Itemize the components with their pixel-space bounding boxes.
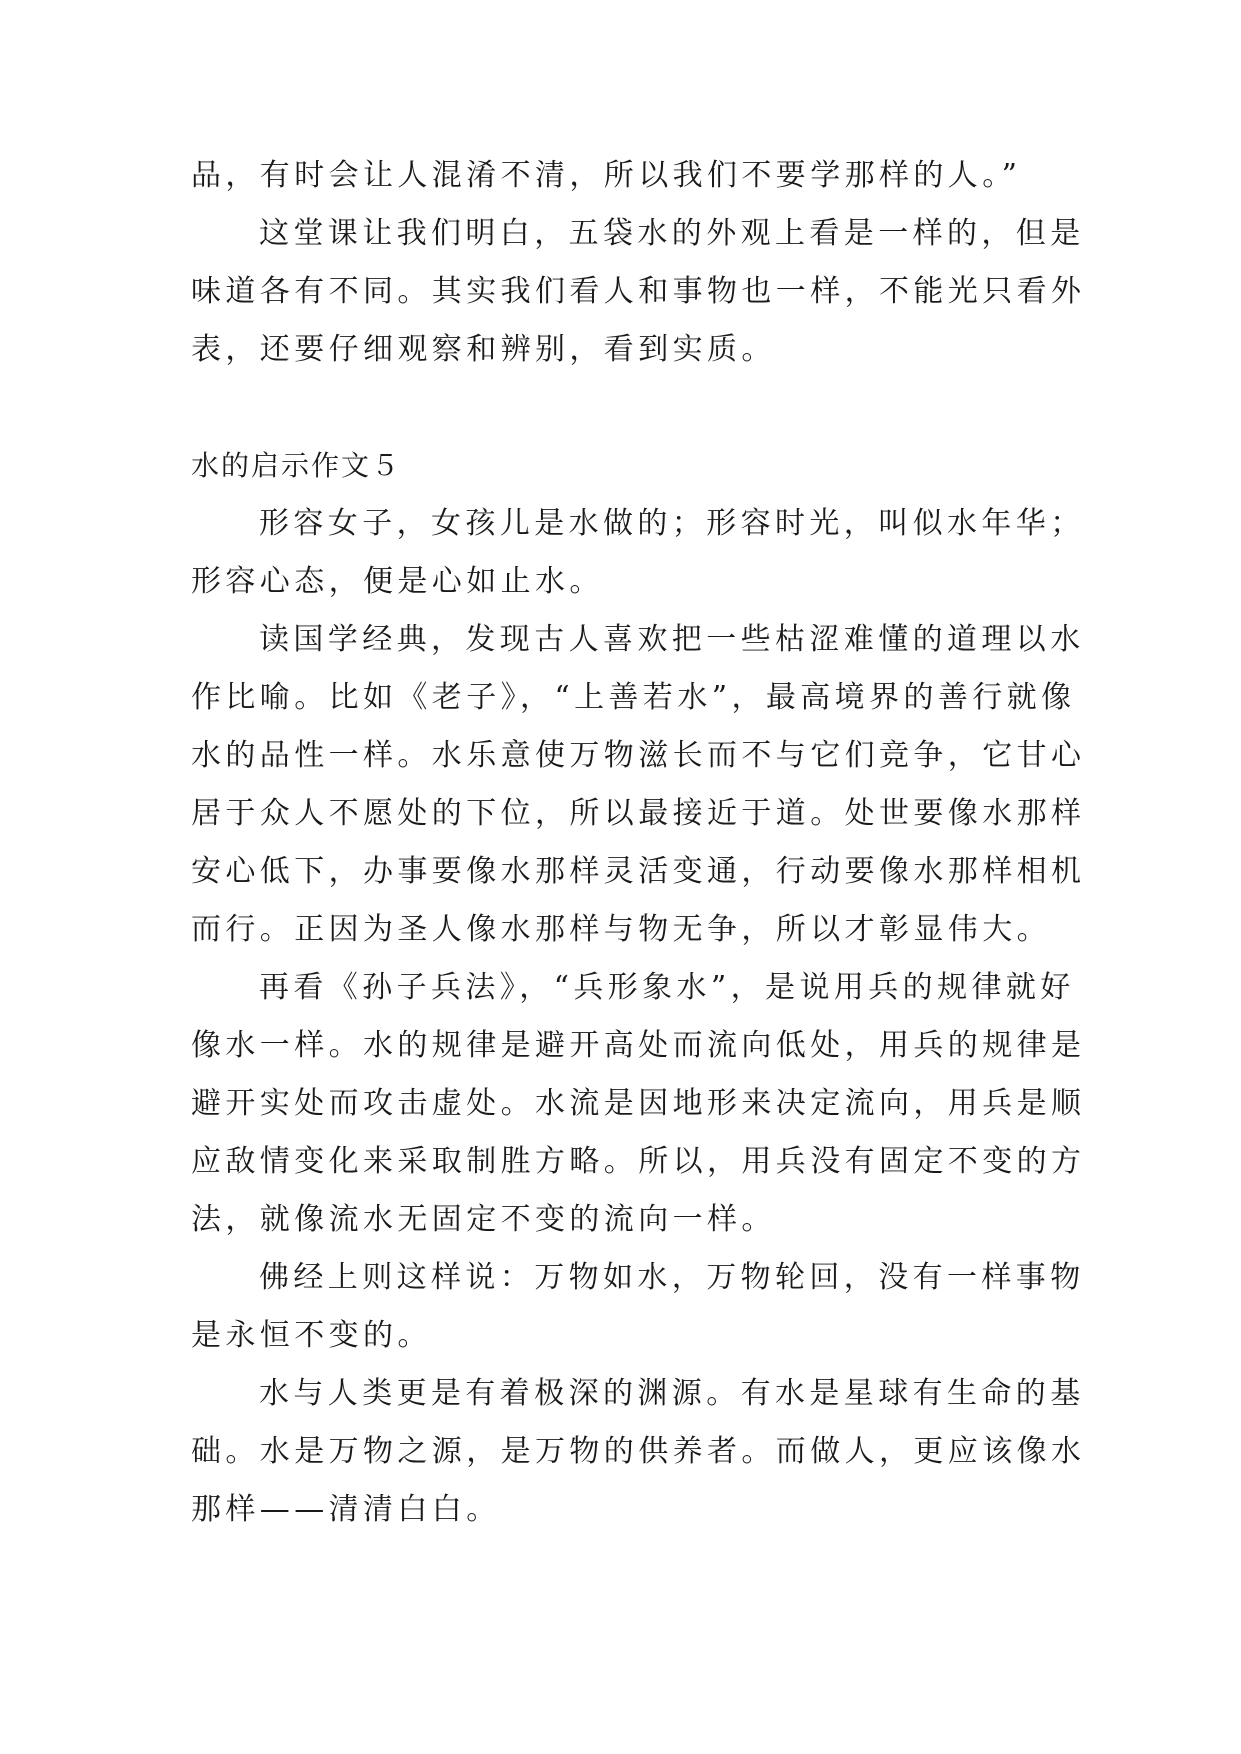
text-line: 形容女子，女孩儿是水做的；形容时光，叫似水年华； [259,506,1085,541]
text-line: 佛经上则这样说：万物如水，万物轮回，没有一样事物 [259,1260,1085,1295]
text-line: 味道各有不同。其实我们看人和事物也一样，不能光只看外 [191,274,1086,309]
text-line: 水的品性一样。水乐意使万物滋长而不与它们竞争，它甘心 [191,738,1086,773]
text-line: 像水一样。水的规律是避开高处而流向低处，用兵的规律是 [191,1028,1086,1063]
text-line: 而行。正因为圣人像水那样与物无争，所以才彰显伟大。 [191,912,1051,947]
text-line: 是永恒不变的。 [191,1318,432,1353]
text-line: 品，有时会让人混淆不清，所以我们不要学那样的人。” [191,158,1022,193]
text-line: 读国学经典，发现古人喜欢把一些枯涩难懂的道理以水 [259,622,1085,657]
text-line: 这堂课让我们明白，五袋水的外观上看是一样的，但是 [259,216,1085,251]
paragraph-gap [191,379,1051,437]
document-body [191,147,1086,1539]
text-line: 那样——清清白白。 [191,1492,501,1527]
text-line: 再看《孙子兵法》，“兵形象水”，是说用兵的规律就好 [259,970,1075,1005]
text-line: 础。水是万物之源，是万物的供养者。而做人，更应该像水 [191,1434,1086,1469]
text-line: 居于众人不愿处的下位，所以最接近于道。处世要像水那样 [191,796,1086,831]
text-line: 表，还要仔细观察和辨别，看到实质。 [191,332,776,367]
text-line: 作比喻。比如《老子》，“上善若水”，最高境界的善行就像 [191,680,1076,715]
section-title: 水的启示作文５ [191,449,402,482]
text-line: 应敌情变化来采取制胜方略。所以，用兵没有固定不变的方 [191,1144,1086,1179]
text-line: 避开实处而攻击虚处。水流是因地形来决定流向，用兵是顺 [191,1086,1086,1121]
text-line: 水与人类更是有着极深的渊源。有水是星球有生命的基 [259,1376,1085,1411]
text-line: 法，就像流水无固定不变的流向一样。 [191,1202,776,1237]
text-line: 形容心态，便是心如止水。 [191,564,604,599]
text-line: 安心低下，办事要像水那样灵活变通，行动要像水那样相机 [191,854,1086,889]
